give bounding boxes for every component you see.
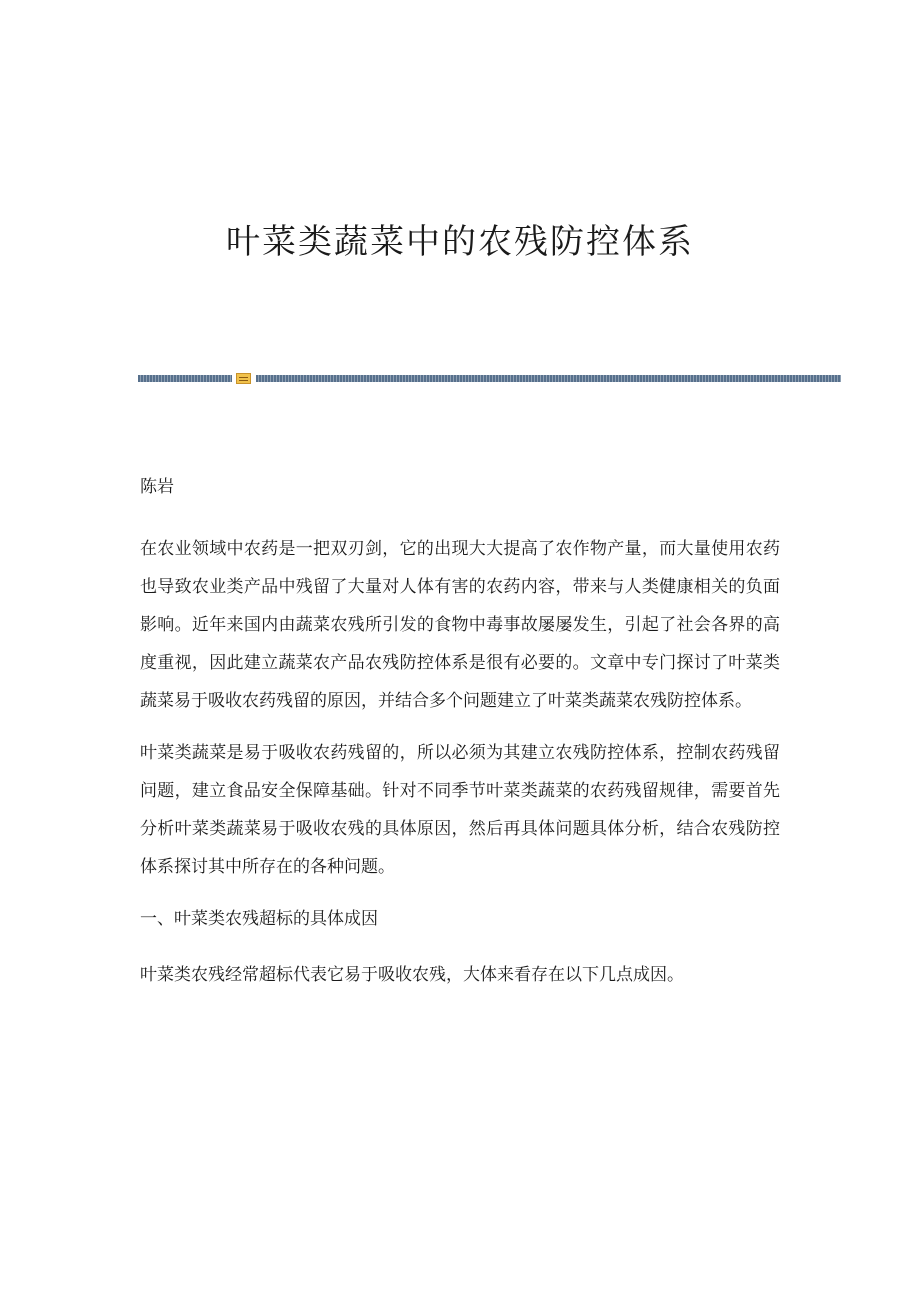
- paragraph-second: 叶菜类蔬菜是易于吸收农药残留的，所以必须为其建立农残防控体系，控制农药残留问题，建立食品安全保障基础。针对不同季节叶菜类蔬菜的农药残留规律，需要首先分析叶菜类蔬菜易于吸收农残的具体原因，然后再具体问题具体分析，结合农残防控体系探讨其中所存在的各种问题。: [140, 743, 780, 877]
- divider-bar-right: [256, 375, 841, 382]
- title-divider: [138, 373, 841, 385]
- document-body: [140, 468, 780, 1008]
- author-name: 陈岩: [140, 477, 174, 497]
- section-heading: 一、叶菜类农残超标的具体成因: [140, 909, 378, 929]
- divider-bar-left: [138, 375, 232, 382]
- divider-emblem-icon: [236, 373, 251, 384]
- section-paragraph: 叶菜类农残经常超标代表它易于吸收农残，大体来看存在以下几点成因。: [140, 965, 684, 985]
- document-title: 叶菜类蔬菜中的农残防控体系: [226, 222, 694, 262]
- paragraph-intro: 在农业领域中农药是一把双刃剑，它的出现大大提高了农作物产量，而大量使用农药也导致农业类产品中残留了大量对人体有害的农药内容，带来与人类健康相关的负面影响。近年来国内由蔬菜农残所引发的食物中毒事故屡屡发生，引起了社会各界的高度重视，因此建立蔬菜农产品农残防控体系是很有必要的。文章中专门探讨了叶菜类蔬菜易于吸收农药残留的原因，并结合多个问题建立了叶菜类蔬菜农残防控体系。: [140, 539, 780, 711]
